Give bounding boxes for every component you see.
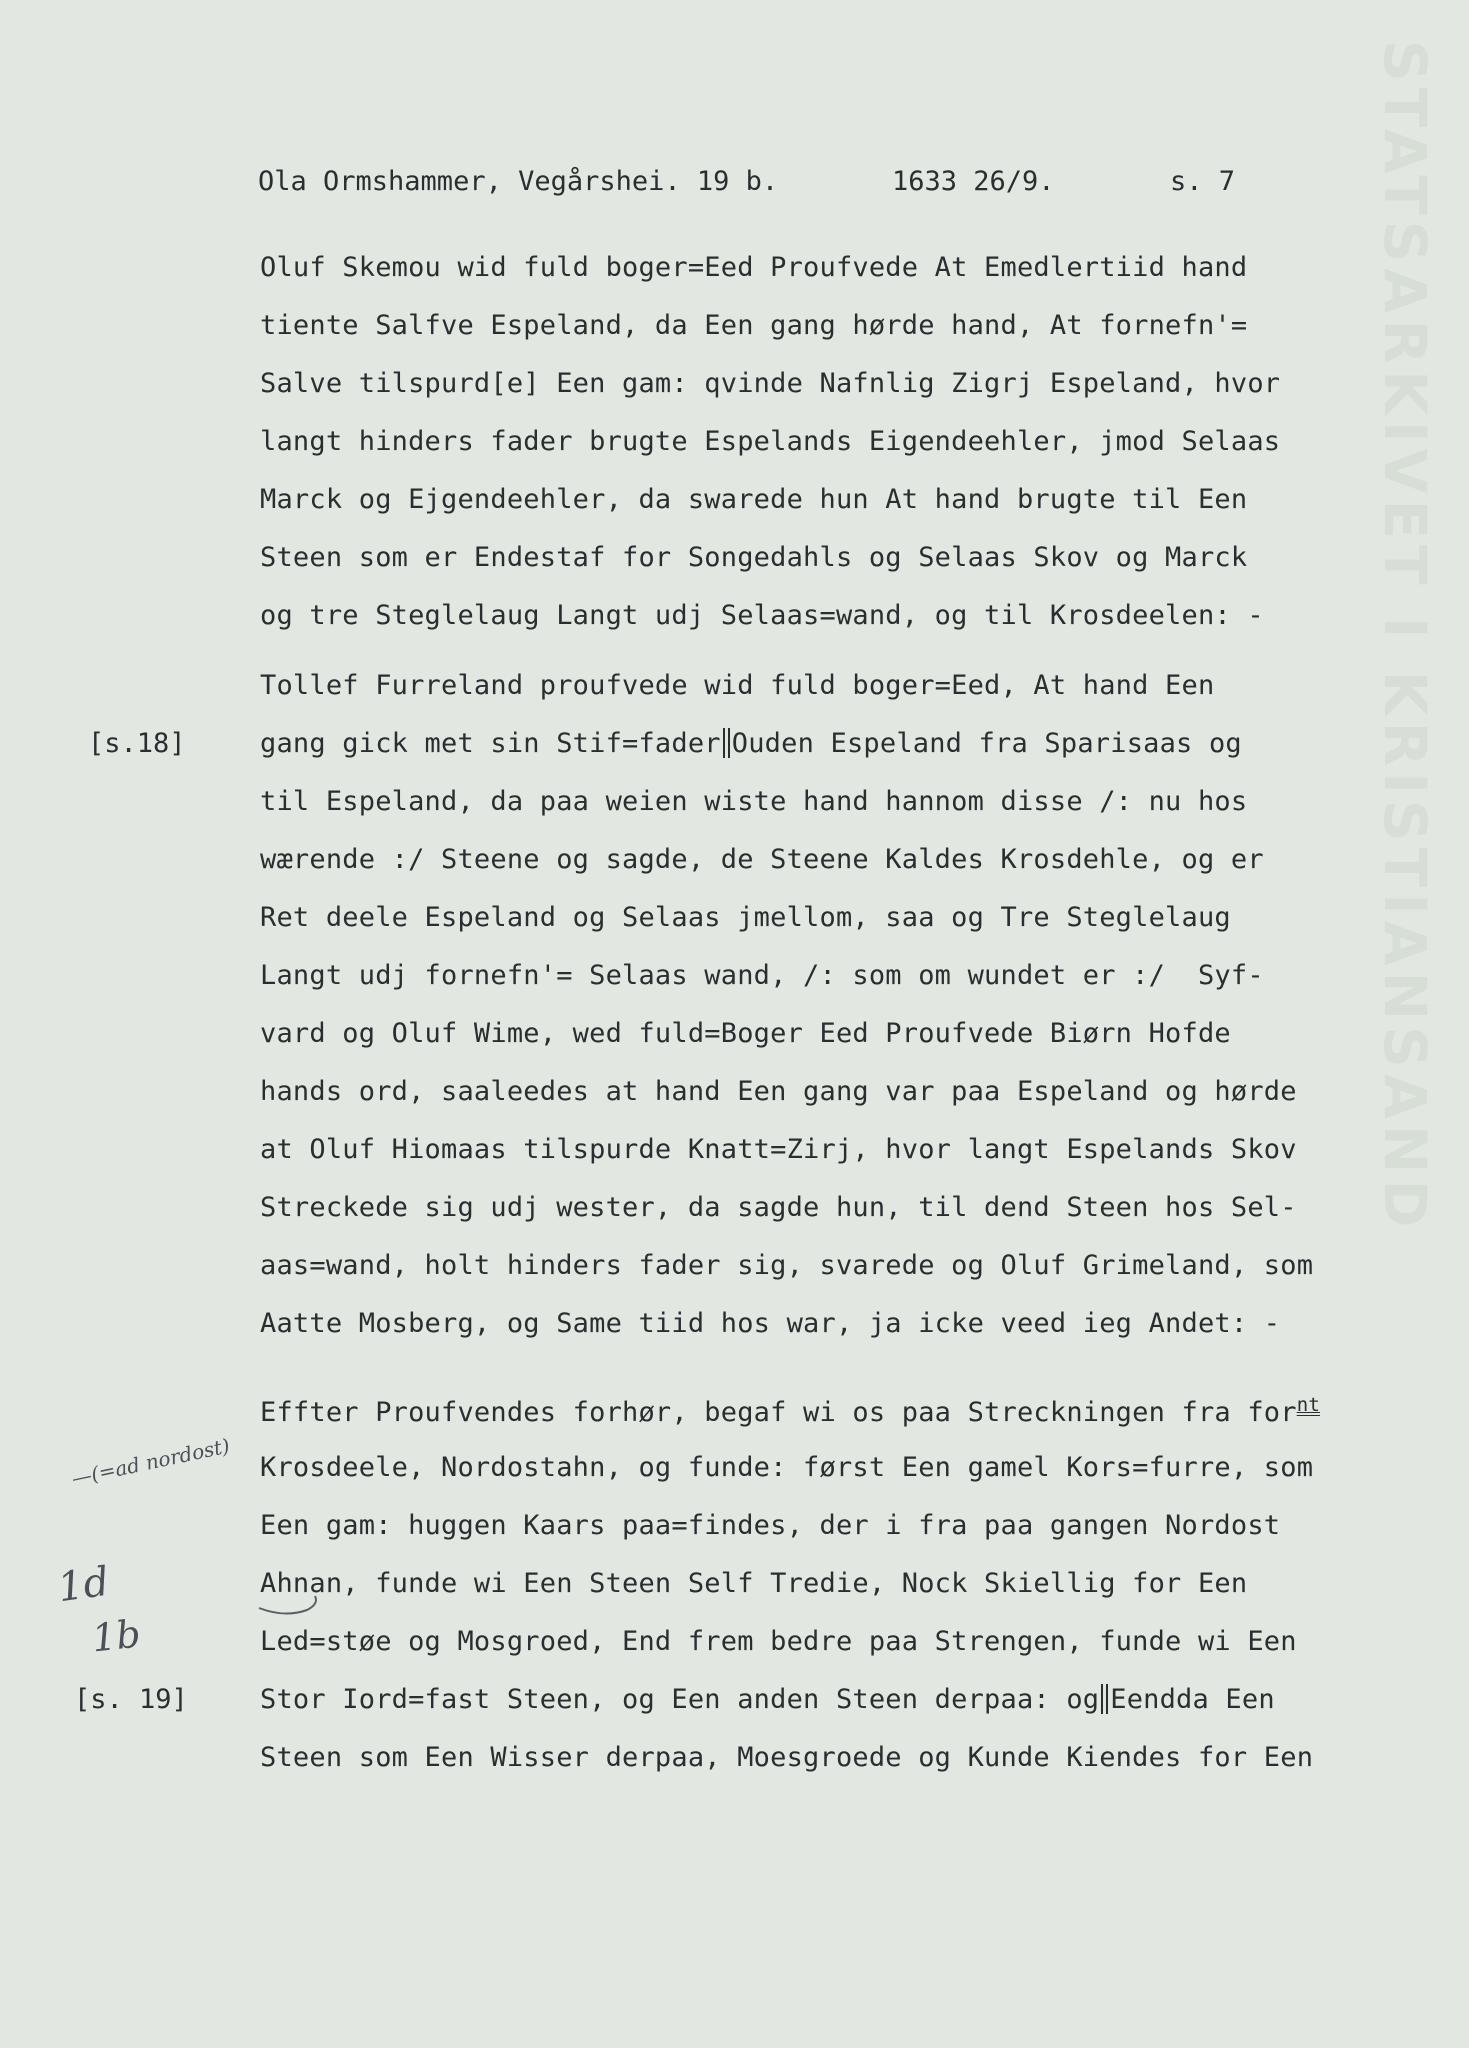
pencil-note: (=ad nordost) bbox=[88, 1433, 232, 1487]
margin-page-ref: [s. 19] bbox=[74, 1684, 188, 1715]
text-segment: Ouden Espeland fra Sparisaas og bbox=[731, 728, 1242, 759]
text-line: Krosdeele, Nordostahn, og funde: først Een gamel Kors=furre, som bbox=[260, 1452, 1314, 1483]
superscript-abbreviation: nt bbox=[1296, 1394, 1320, 1416]
text-line: Tollef Furreland proufvede wid fuld boger=Eed, At hand Een bbox=[260, 670, 1215, 701]
text-line: Ahnan, funde wi Een Steen Self Tredie, Nock Skiellig for Een bbox=[260, 1568, 1248, 1599]
text-line: Salve tilspurd[e] Een gam: qvinde Nafnlig Zigrj Espeland, hvor bbox=[260, 368, 1281, 399]
text-line: Marck og Ejgendeehler, da swarede hun At hand brugte til Een bbox=[260, 484, 1248, 515]
page-break-marker bbox=[1101, 1684, 1108, 1714]
text-line: Aatte Mosberg, og Same tiid hos war, ja icke veed ieg Andet: - bbox=[260, 1308, 1281, 1339]
text-line: Langt udj fornefn'= Selaas wand, /: som om wundet er :/ Syf- bbox=[260, 960, 1264, 991]
text-line: Streckede sig udj wester, da sagde hun, til dend Steen hos Sel- bbox=[260, 1192, 1297, 1223]
margin-page-ref: [s.18] bbox=[88, 728, 186, 759]
text-segment: gang gick met sin Stif=fader bbox=[260, 728, 721, 759]
text-line: at Oluf Hiomaas tilspurde Knatt=Zirj, hvor langt Espelands Skov bbox=[260, 1134, 1297, 1165]
text-line: hands ord, saaleedes at hand Een gang var paa Espeland og hørde bbox=[260, 1076, 1297, 1107]
dash-mark: — bbox=[69, 1462, 94, 1491]
header-author-place: Ola Ormshammer, Vegårshei. 19 b. bbox=[258, 166, 779, 197]
text-line: aas=wand, holt hinders fader sig, svarede og Oluf Grimeland, som bbox=[260, 1250, 1314, 1281]
text-line: vard og Oluf Wime, wed fuld=Boger Eed Proufvede Biørn Hofde bbox=[260, 1018, 1231, 1049]
watermark: STATSARKIVET I KRISTIANSAND bbox=[1371, 40, 1439, 1234]
text-line: og tre Steglelaug Langt udj Selaas=wand, og til Krosdeelen: - bbox=[260, 600, 1264, 631]
page-break-marker bbox=[723, 728, 730, 758]
pencil-annotation: 1d bbox=[55, 1558, 113, 1612]
text-line: tiente Salfve Espeland, da Een gang hørde hand, At fornefn'= bbox=[260, 310, 1248, 341]
text-line bbox=[260, 1394, 1320, 1428]
text-line: Steen som Een Wisser derpaa, Moesgroede og Kunde Kiendes for Een bbox=[260, 1742, 1314, 1773]
header-date: 1633 26/9. bbox=[892, 166, 1055, 197]
text-line: langt hinders fader brugte Espelands Eigendeehler, jmod Selaas bbox=[260, 426, 1281, 457]
text-line: til Espeland, da paa weien wiste hand hannom disse /: nu hos bbox=[260, 786, 1248, 817]
text-line: Led=støe og Mosgroed, End frem bedre paa Strengen, funde wi Een bbox=[260, 1626, 1297, 1657]
text-line: Steen som er Endestaf for Songedahls og Selaas Skov og Marck bbox=[260, 542, 1248, 573]
text-line bbox=[260, 1684, 1275, 1715]
text-line: Ret deele Espeland og Selaas jmellom, saa og Tre Steglelaug bbox=[260, 902, 1231, 933]
text-segment: Stor Iord=fast Steen, og Een anden Steen derpaa: og bbox=[260, 1684, 1100, 1715]
text-segment: Effter Proufvendes forhør, begaf wi os paa Streckningen fra for bbox=[260, 1397, 1297, 1428]
text-line bbox=[260, 728, 1242, 759]
text-line: wærende :/ Steene og sagde, de Steene Kaldes Krosdehle, og er bbox=[260, 844, 1264, 875]
pencil-underline-mark bbox=[255, 1590, 345, 1620]
text-line: Oluf Skemou wid fuld boger=Eed Proufvede At Emedlertiid hand bbox=[260, 252, 1248, 283]
header-page-number: s. 7 bbox=[1170, 166, 1236, 197]
text-line: Een gam: huggen Kaars paa=findes, der i fra paa gangen Nordost bbox=[260, 1510, 1281, 1541]
pencil-annotation: 1b bbox=[89, 1611, 143, 1661]
text-segment: Eendda Een bbox=[1110, 1684, 1275, 1715]
pencil-annotation bbox=[69, 1434, 232, 1491]
